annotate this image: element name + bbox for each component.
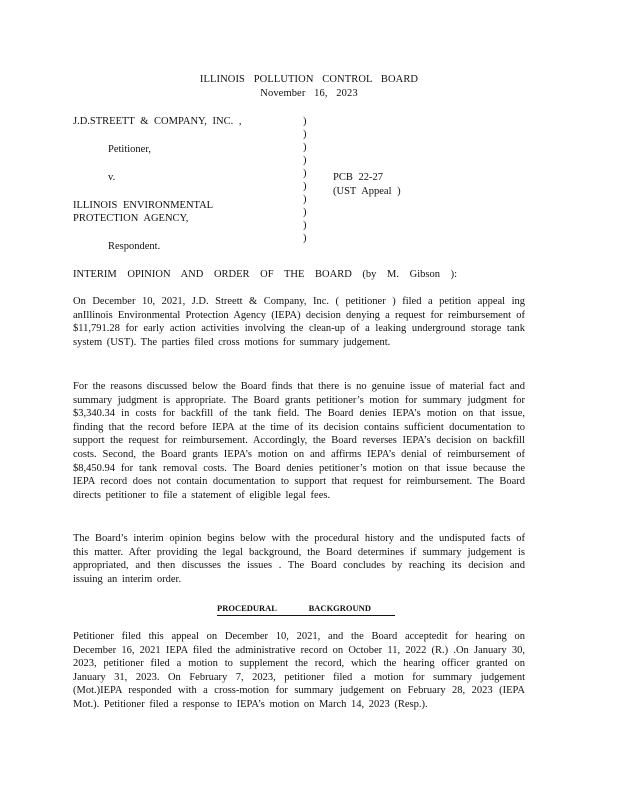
respondent-line-2: PROTECTION AGENCY, bbox=[73, 213, 189, 224]
case-type: (UST Appeal ) bbox=[333, 185, 401, 197]
section-heading-procedural-background: PROCEDURAL BACKGROUND bbox=[217, 603, 395, 616]
document-header bbox=[0, 73, 618, 100]
board-name: ILLINOIS POLLUTION CONTROL BOARD bbox=[199, 74, 419, 85]
petitioner-name: J.D.STREETT & COMPANY, INC. , bbox=[73, 116, 242, 127]
paren: ) bbox=[303, 155, 307, 166]
paren: ) bbox=[303, 194, 307, 205]
paren: ) bbox=[303, 207, 307, 218]
respondent-role: Respondent. bbox=[108, 241, 161, 252]
paragraph-procedural-history: Petitioner filed this appeal on December 10, 2021, and the Board acceptedit for hearing on December 16, 2021 IEPA filed the administrative record on October 11, 2022 (R.) .On January 30, 2023, petitioner filed a motion to supplement the record, which the hearing officer granted on January 31, 2023. On February 7, 2023, petitioner filed a motion for summary judgement (Mot.)IEPA responded with a cross-motion for summary judgement on February 28, 2023 (IEPA Mot.). Petitioner filed a response to IEPA’s motion on March 14, 2023 (Resp.). bbox=[73, 631, 525, 710]
case-caption bbox=[73, 115, 553, 255]
paren: ) bbox=[303, 181, 307, 192]
case-number: PCB 22-27 bbox=[333, 172, 383, 183]
case-identifier bbox=[333, 171, 401, 198]
paren: ) bbox=[303, 142, 307, 153]
opinion-heading: INTERIM OPINION AND ORDER OF THE BOARD (by M. Gibson ): bbox=[73, 269, 458, 280]
paragraph-summary: For the reasons discussed below the Board finds that there is no genuine issue of material fact and summary judgment is appropriate. The Board grants petitioner’s motion for summary judgment for $3,340.34 in costs for backfill of the tank field. The Board denies IEPA’s motion on that issue, finding that the record before IEPA at the time of its decision contains sufficient documentation to support the request for reimbursement. Accordingly, the Board reverses IEPA’s decision on backfill costs. Second, the Board grants IEPA’s motion on and affirms IEPA’s denial of reimbursement of $8,450.94 for tank removal costs. The Board denies petitioner’s motion on that issue because the IEPA record does not contain documentation to support that request for reimbursement. The Board directs petitioner to file a statement of eligible legal fees. bbox=[73, 381, 525, 501]
paragraph-outline: The Board’s interim opinion begins below with the procedural history and the undisputed facts of this matter. After providing the legal background, the Board determines if summary judgement is appropriated, and then discusses the issues . The Board concludes by reaching its decision and issuing an interim order. bbox=[73, 533, 525, 585]
document-date: November 16, 2023 bbox=[260, 87, 358, 99]
paren: ) bbox=[303, 129, 307, 140]
paren: ) bbox=[303, 220, 307, 231]
petitioner-role: Petitioner, bbox=[108, 144, 152, 155]
versus: v. bbox=[108, 172, 116, 183]
respondent-line-1: ILLINOIS ENVIRONMENTAL bbox=[73, 200, 214, 211]
paren: ) bbox=[303, 233, 307, 244]
paren: ) bbox=[303, 116, 307, 127]
paren: ) bbox=[303, 168, 307, 179]
caption-parentheses bbox=[303, 115, 313, 245]
paragraph-intro: On December 10, 2021, J.D. Streett & Company, Inc. ( petitioner ) filed a petition appeal ing anIllinois Environmental Protection Agency (IEPA) decision denying a request for reimbursement of $11,791.28 for early action activities involving the clean-up of a leaking underground storage tank system (UST). The parties filed cross motions for summary judgement. bbox=[73, 296, 525, 348]
